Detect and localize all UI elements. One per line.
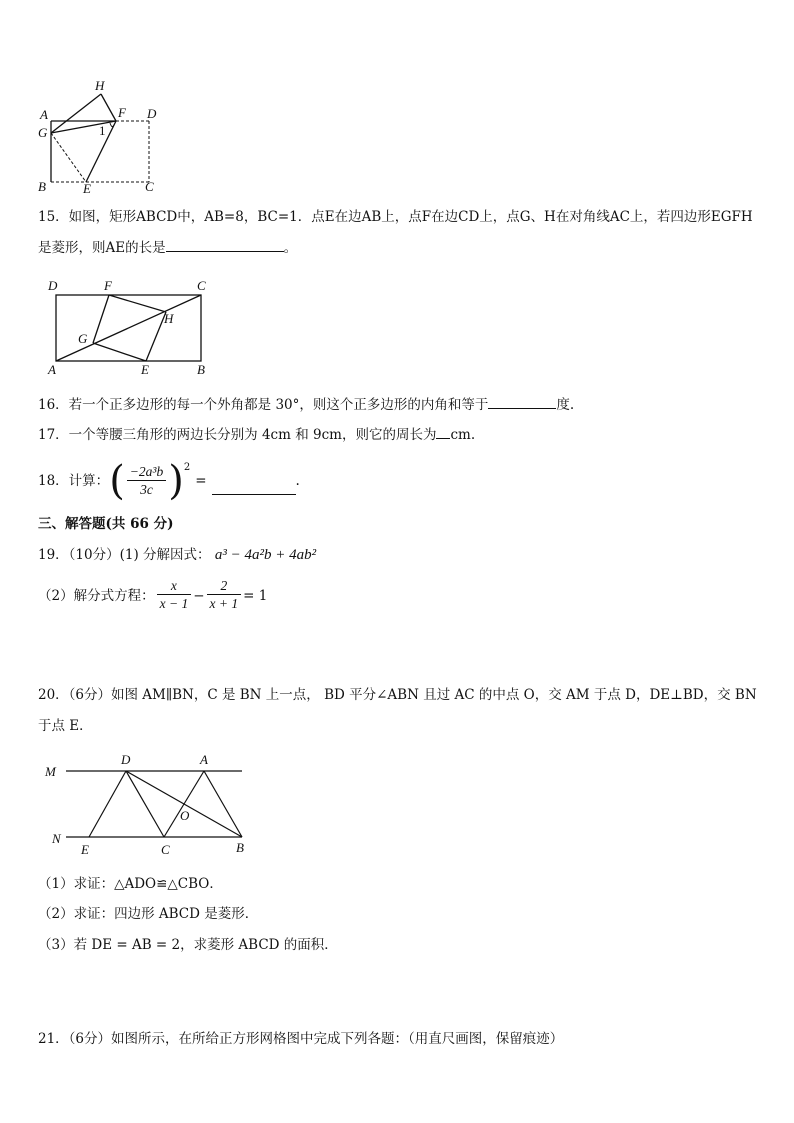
q19-line2 [38, 578, 267, 613]
section-title: 三、解答题(共 66 分) [38, 516, 174, 532]
q16-answer-blank[interactable] [488, 395, 556, 409]
q18-denominator: 3c [140, 481, 153, 497]
figure-q14 [30, 75, 170, 195]
fig15-seg-fh [109, 295, 166, 312]
q19-line1 [38, 545, 316, 565]
figure-q15 [40, 275, 220, 380]
q18-left-paren: ( [109, 458, 125, 504]
fig20-label-e: E [81, 842, 89, 857]
q17-answer-blank[interactable] [436, 425, 450, 439]
q15-line2-end: 。 [283, 240, 298, 256]
q19-minus: − [193, 587, 205, 604]
q18-exponent: 2 [183, 462, 191, 473]
fig15-label-f: F [104, 278, 112, 293]
fig14-angle-mark [110, 123, 114, 127]
fig14-label-f: F [118, 105, 126, 120]
q16-end: 度. [556, 397, 575, 413]
q18-equals: = [195, 473, 207, 489]
fig15-diagonal-ac [56, 295, 201, 361]
fig20-label-b: B [236, 840, 244, 855]
q20-sub1: （1）求证：△ADO≌△CBO． [38, 876, 223, 892]
fig14-label-1: 1 [99, 123, 106, 138]
fig20-seg-ab [204, 771, 242, 837]
fig15-label-c: C [197, 278, 206, 293]
q20-sub2: （2）求证：四边形 ABCD 是菱形． [38, 906, 259, 922]
q18-numerator: −2a³b [127, 464, 166, 481]
q15-line2-text: 是菱形，则AE的长是 [38, 240, 166, 256]
q16-text: 16．若一个正多边形的每一个外角都是 30°，则这个正多边形的内角和等于 [38, 397, 489, 413]
fig14-label-g: G [38, 125, 48, 140]
q15-answer-blank[interactable] [166, 238, 284, 252]
fig15-label-d: D [48, 278, 58, 293]
fig20-label-n: N [52, 831, 61, 846]
q19-part2-text: （2）解分式方程： [38, 587, 155, 604]
fig15-label-e: E [141, 362, 149, 377]
fig14-label-c: C [145, 179, 154, 194]
q18-fraction [127, 464, 166, 499]
q18-end: . [295, 473, 300, 489]
fig20-seg-de [89, 771, 126, 837]
q19-expression: a³ − 4a²b + 4ab² [214, 547, 317, 563]
q18-answer-blank[interactable] [212, 481, 296, 495]
figure-q20 [40, 750, 260, 860]
q19-fraction-1-den: x − 1 [159, 596, 189, 611]
fig14-label-a: A [40, 107, 48, 122]
fig20-seg-dc [126, 771, 164, 837]
fig14-label-d: D [147, 106, 157, 121]
fig20-label-a: A [200, 752, 208, 767]
q16 [38, 395, 574, 415]
fig20-seg-ac [164, 771, 204, 837]
q19-fraction-2-num: 2 [207, 578, 242, 595]
fig20-label-o: O [180, 808, 190, 823]
fig14-label-e: E [83, 181, 91, 195]
q20-sub3: （3）若 DE = AB = 2，求菱形 ABCD 的面积． [38, 937, 338, 953]
fig14-seg-ge [51, 133, 86, 182]
fig14-label-h: H [95, 78, 105, 93]
q19-fraction-2-den: x + 1 [209, 596, 239, 611]
q20-line1: 20．（6分）如图 AM∥BN，C 是 BN 上一点， BD 平分∠ABN 且过 AC 的中点 O，交 AM 于点 D，DE⊥BD，交 BN [38, 687, 757, 703]
q17-end: cm. [450, 427, 476, 443]
fig15-label-h: H [164, 311, 174, 326]
fig15-label-b: B [197, 362, 205, 377]
fig20-label-d: D [121, 752, 131, 767]
fig14-seg-hf [101, 94, 116, 121]
fig14-seg-gh [51, 94, 101, 133]
q15-line2 [38, 238, 297, 258]
fig15-label-a: A [48, 362, 56, 377]
fig15-seg-ge [93, 343, 146, 361]
q17-text: 17．一个等腰三角形的两边长分别为 4cm 和 9cm，则它的周长为 [38, 427, 437, 443]
q19-part1-text: 19．（10分）(1) 分解因式： [38, 547, 211, 563]
q19-fraction-1-num: x [157, 578, 192, 595]
fig20-label-c: C [161, 842, 170, 857]
fig14-seg-gf [51, 121, 116, 133]
q15-line1: 15．如图，矩形ABCD中，AB=8，BC=1．点E在边AB上，点F在边CD上，点G、H在对角线AC上，若四边形EGFH [38, 209, 753, 225]
q18 [38, 456, 300, 506]
fig15-seg-fg [93, 295, 109, 343]
fig20-label-m: M [45, 764, 56, 779]
q20-line2: 于点 E． [38, 718, 93, 734]
q19-rhs: = 1 [243, 587, 268, 604]
fig15-label-g: G [78, 331, 88, 346]
q17 [38, 425, 475, 445]
q18-right-paren: ) [168, 458, 184, 504]
q19-fraction-2 [207, 578, 242, 613]
q19-fraction-1 [157, 578, 192, 613]
fig14-label-b: B [38, 179, 46, 194]
q18-text: 18．计算： [38, 473, 110, 489]
q21-line1: 21．（6分）如图所示，在所给正方形网格图中完成下列各题：（用直尺画图，保留痕迹） [38, 1031, 564, 1047]
